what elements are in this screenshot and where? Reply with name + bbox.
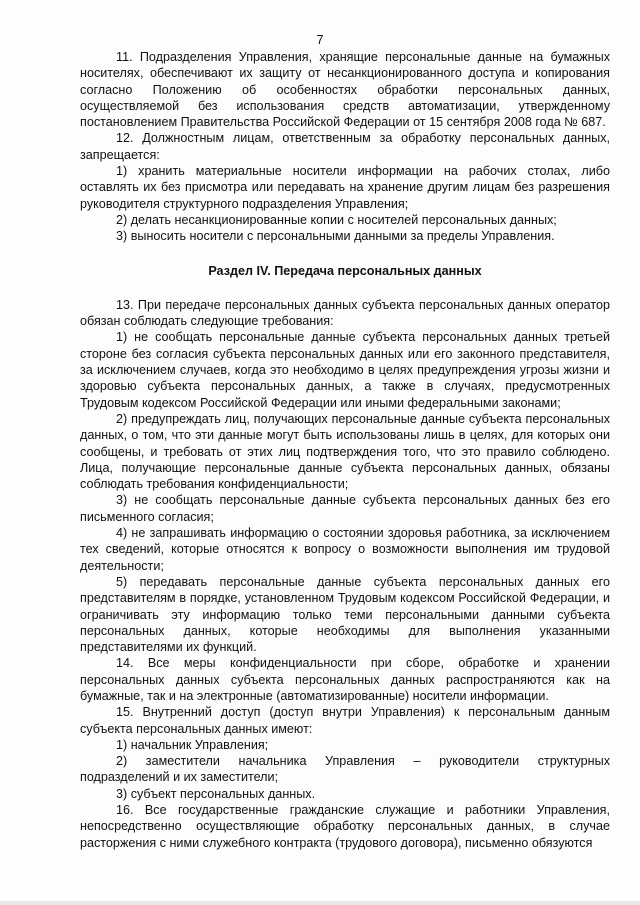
paragraph-12: 12. Должностным лицам, ответственным за обработку персональных данных, запрещается: xyxy=(80,131,610,162)
list-item-15-3: 3) субъект персональных данных. xyxy=(116,786,316,801)
list-item-15-1: 1) начальник Управления; xyxy=(116,737,269,752)
paragraph-13: 13. При передаче персональных данных субъекта персональных данных оператор обязан соблюдать следующие требования: xyxy=(80,297,610,329)
list-item-12-2: 2) делать несанкционированные копии с носителей персональных данных; xyxy=(116,212,557,227)
paragraph-15: 15. Внутренний доступ (доступ внутри Управления) к персональным данным субъекта персональных данных имеют: xyxy=(80,705,610,736)
list-item-12-3: 3) выносить носители с персональными данными за пределы Управления. xyxy=(116,229,555,244)
spacer xyxy=(80,245,610,253)
scan-edge xyxy=(0,901,640,905)
list-item-12-1: 1) хранить материальные носители информации на рабочих столах, либо оставлять их без присмотра или передавать на хранение другим лицам без разрешения руководителя структурного подразделения Управления; xyxy=(80,164,610,211)
spacer xyxy=(80,289,610,297)
list-item-15-2: 2) заместители начальника Управления – руководители структурных подразделений и их заместители; xyxy=(80,754,610,785)
list-item-13-2: 2) предупреждать лиц, получающих персональные данные субъекта персональных данных, о том, что эти данные могут быть использованы лишь в целях, для которых они сообщены, и требовать от этих лиц подтверждения того, что это правило соблюдено. Лица, получающие персональные данные субъекта персональных данных, обязаны соблюдать требования конфиденциальности; xyxy=(80,411,610,492)
paragraph-11: 11. Подразделения Управления, хранящие персональные данные на бумажных носителях, обеспечивают их защиту от несанкционированного доступа и копирования согласно Положению об особенностях обработки персональных данных, осуществляемой без использования средств автоматизации, утвержденному постановлением Правительства Российской Федерации от 15 сентября 2008 года № 687. xyxy=(80,50,610,130)
document-body xyxy=(80,49,610,851)
list-item-13-5: 5) передавать персональные данные субъекта персональных данных его представителям в порядке, установленном Трудовым кодексом Российской Федерации, и ограничивать эту информацию только теми персональными данными субъекта персональных данных, которые необходимы для выполнения указанными представителями их функций. xyxy=(80,574,610,655)
section-heading: Раздел IV. Передача персональных данных xyxy=(208,263,482,278)
paragraph-16: 16. Все государственные гражданские служащие и работники Управления, непосредственно осуществляющие обработку персональных данных, в случае расторжения с ними служебного контракта (трудового договора), письменно обязуются xyxy=(80,803,610,850)
paragraph-14: 14. Все меры конфиденциальности при сборе, обработке и хранении персональных данных субъекта персональных данных распространяются как на бумажные, так и на электронные (автоматизированные) носители информации. xyxy=(80,656,610,703)
page-number: 7 xyxy=(316,32,324,47)
list-item-13-3: 3) не сообщать персональные данные субъекта персональных данных без его письменного согласия; xyxy=(80,493,610,524)
list-item-13-1: 1) не сообщать персональные данные субъекта персональных данных третьей стороне без согласия субъекта персональных данных или его законного представителя, за исключением случаев, когда это необходимо в целях предупреждения угрозы жизни и здоровью субъекта персональных данных, а также в случаях, предусмотренных Трудовым кодексом Российской Федерации или иными федеральными законами; xyxy=(80,330,610,410)
list-item-13-4: 4) не запрашивать информацию о состоянии здоровья работника, за исключением тех сведений, которые относятся к вопросу о возможности выполнения им трудовой деятельности; xyxy=(80,526,610,573)
